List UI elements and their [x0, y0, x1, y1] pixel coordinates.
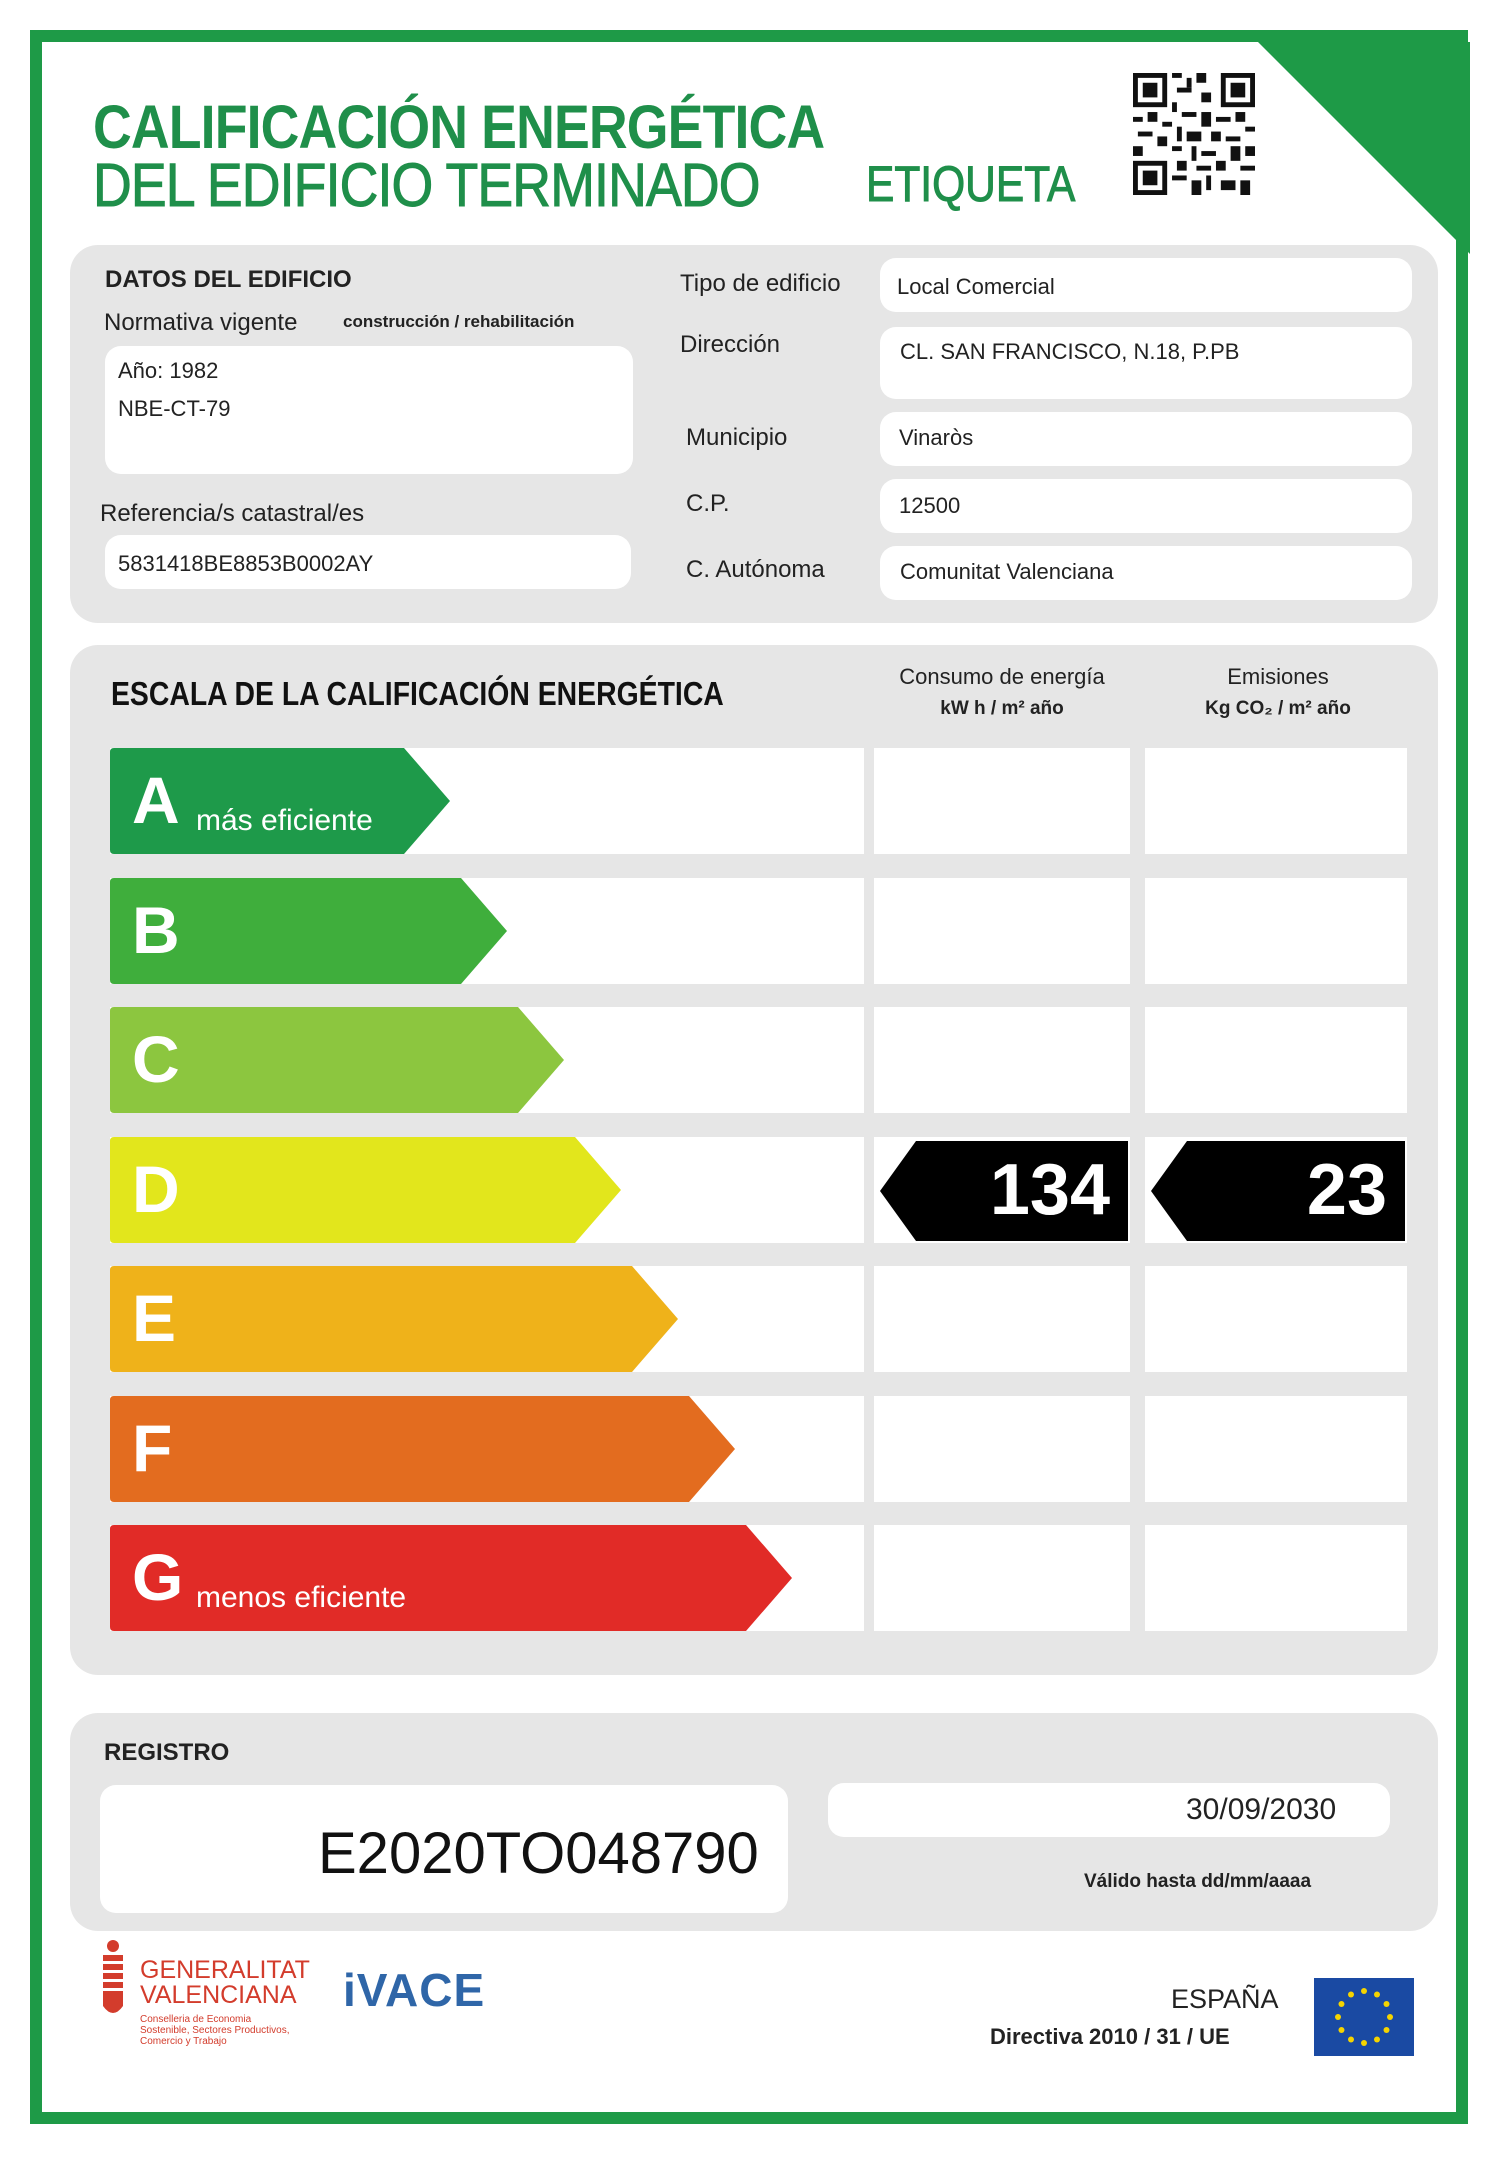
consumo-title: Consumo de energía: [899, 664, 1105, 689]
consumo-cell: [874, 1007, 1130, 1113]
normativa-label: Normativa vigente: [104, 309, 298, 336]
emisiones-cell: [1145, 878, 1407, 984]
consumo-cell: [874, 1266, 1130, 1372]
eu-flag-icon: [1314, 1978, 1414, 2056]
grade-arrow-e: [110, 1266, 678, 1372]
ca-value: Comunitat Valenciana: [900, 559, 1114, 584]
grade-arrow-g: [110, 1525, 792, 1631]
etiqueta-label: ETIQUETA: [866, 156, 1076, 212]
grade-letter-e: E: [132, 1281, 177, 1355]
cp-value: 12500: [899, 493, 961, 518]
normativa-note: construcción / rehabilitación: [343, 312, 575, 331]
registro-number: E2020TO048790: [318, 1821, 759, 1886]
generalitat-logo-icon: [98, 1938, 128, 2030]
qr-code-icon: [1133, 73, 1255, 195]
grade-letter-c: C: [132, 1022, 180, 1096]
registro-valid-label: Válido hasta dd/mm/aaaa: [1084, 1871, 1312, 1892]
grade-letter-a: A: [132, 763, 180, 837]
consumo-cell: [874, 1525, 1130, 1631]
generalitat-small-2: Sostenible, Sectores Productivos,: [140, 2025, 290, 2036]
grade-letter-b: B: [132, 893, 180, 967]
country-label: ESPAÑA: [1171, 1984, 1279, 2014]
grade-letter-g: G: [132, 1540, 184, 1614]
cp-label: C.P.: [686, 490, 730, 517]
generalitat-line-1: GENERALITAT: [140, 1956, 310, 1984]
emisiones-cell: [1145, 1266, 1407, 1372]
generalitat-small-3: Comercio y Trabajo: [140, 2036, 227, 2047]
emisiones-cell: [1145, 1525, 1407, 1631]
tipo-value: Local Comercial: [897, 274, 1055, 299]
scale-heading: ESCALA DE LA CALIFICACIÓN ENERGÉTICA: [111, 675, 724, 712]
title-line-2: DEL EDIFICIO TERMINADO: [93, 151, 760, 219]
grade-letter-d: D: [132, 1152, 180, 1226]
ivace-logo: iVACE: [343, 1964, 486, 2016]
consumo-header: [872, 664, 1132, 720]
emisiones-cell: [1145, 1396, 1407, 1502]
corner-fold: [1258, 42, 1470, 254]
registro-date: 30/09/2030: [1186, 1793, 1337, 1826]
emisiones-header: [1148, 664, 1408, 720]
consumo-unit: kW h / m² año: [940, 698, 1064, 719]
normativa-year: Año: 1982: [118, 358, 219, 383]
eu-stars-icon: [1314, 1978, 1414, 2056]
registro-heading: REGISTRO: [104, 1739, 230, 1766]
emisiones-indicator-value: 23: [1306, 1150, 1387, 1230]
municipio-label: Municipio: [686, 424, 788, 451]
ca-label: C. Autónoma: [686, 556, 825, 583]
consumo-cell: [874, 878, 1130, 984]
normativa-norm: NBE-CT-79: [118, 396, 231, 421]
ref-catastral-label: Referencia/s catastral/es: [100, 500, 365, 527]
consumo-cell: [874, 1396, 1130, 1502]
emisiones-unit: Kg CO₂ / m² año: [1205, 698, 1351, 719]
emisiones-title: Emisiones: [1227, 664, 1329, 689]
municipio-value: Vinaròs: [899, 425, 974, 450]
emisiones-cell: [1145, 748, 1407, 854]
grade-label-a: más eficiente: [196, 804, 373, 837]
directive-label: Directiva 2010 / 31 / UE: [990, 2024, 1230, 2049]
grade-label-g: menos eficiente: [196, 1581, 407, 1614]
generalitat-line-2: VALENCIANA: [140, 1981, 297, 2009]
consumo-indicator-value: 134: [989, 1150, 1110, 1230]
generalitat-small-1: Conselleria de Economia: [140, 2014, 252, 2025]
direccion-label: Dirección: [680, 331, 781, 358]
ref-catastral-value: 5831418BE8853B0002AY: [118, 551, 374, 576]
consumo-cell: [874, 748, 1130, 854]
title-line-1: CALIFICACIÓN ENERGÉTICA: [93, 93, 825, 161]
datos-heading: DATOS DEL EDIFICIO: [105, 266, 352, 293]
grade-letter-f: F: [132, 1411, 173, 1485]
grade-arrow-d: [110, 1137, 621, 1243]
direccion-value: CL. SAN FRANCISCO, N.18, P.PB: [900, 339, 1240, 364]
emisiones-cell: [1145, 1007, 1407, 1113]
grade-arrow-f: [110, 1396, 735, 1502]
tipo-label: Tipo de edificio: [680, 270, 841, 297]
